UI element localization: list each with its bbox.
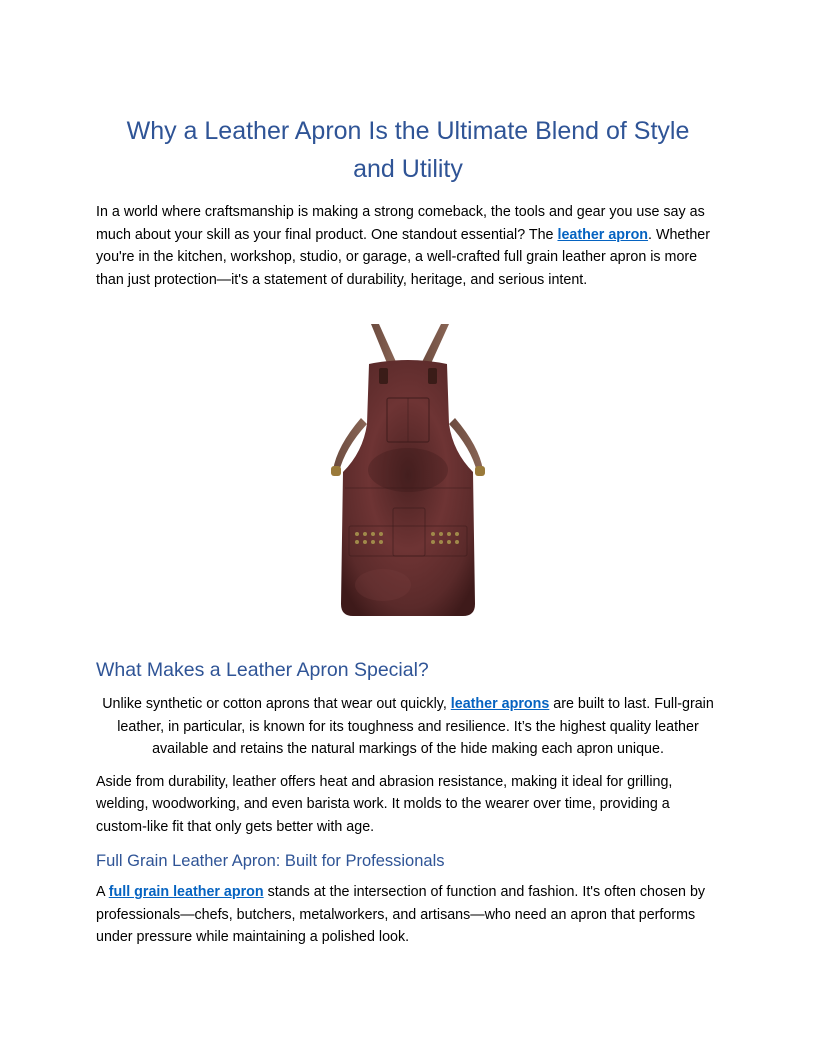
full-grain-leather-apron-link[interactable]: full grain leather apron — [108, 884, 264, 900]
special-p1-start: Unlike synthetic or cotton aprons that wear out quickly, — [102, 696, 451, 712]
intro-paragraph — [96, 201, 720, 291]
full-grain-text-start: A — [96, 884, 109, 900]
section-heading-full-grain: Full Grain Leather Apron: Built for Professionals — [96, 852, 445, 870]
intro-text-end: . Whether you're in the kitchen, workshop, studio, or garage, a well-crafted full grain leather apron is more than just protection—it's a statement of durability, heritage, and serious intent. — [96, 226, 711, 288]
apron-figure — [96, 320, 720, 620]
leather-apron-photo-icon — [323, 320, 493, 620]
special-p1-end: are built to last. Full-grain leather, in particular, is known for its toughness and resilience. It’s the highest quality leather available and retains the natural markings of the hide making each apron unique. — [117, 696, 714, 757]
document-page — [96, 112, 720, 949]
special-paragraph-1 — [96, 693, 720, 761]
leather-aprons-link[interactable]: leather aprons — [450, 696, 550, 712]
full-grain-paragraph — [96, 881, 720, 949]
page-title: Why a Leather Apron Is the Ultimate Blend of Style and Utility — [126, 117, 690, 183]
section-heading-special: What Makes a Leather Apron Special? — [96, 659, 429, 681]
full-grain-text-end: stands at the intersection of function and fashion. It's often chosen by professionals—chefs, butchers, metalworkers, and artisans—who need an apron that performs under pressure while maintaining a polished look. — [96, 884, 706, 945]
leather-apron-link[interactable]: leather apron — [557, 226, 649, 243]
intro-text-start: In a world where craftsmanship is making a strong comeback, the tools and gear you use say as much about your skill as your final product. One standout essential? The — [96, 204, 705, 243]
special-paragraph-2: Aside from durability, leather offers heat and abrasion resistance, making it ideal for grilling, welding, woodworking, and even barista work. It molds to the wearer over time, providing a custom-like fit that only gets better with age. — [96, 773, 673, 835]
